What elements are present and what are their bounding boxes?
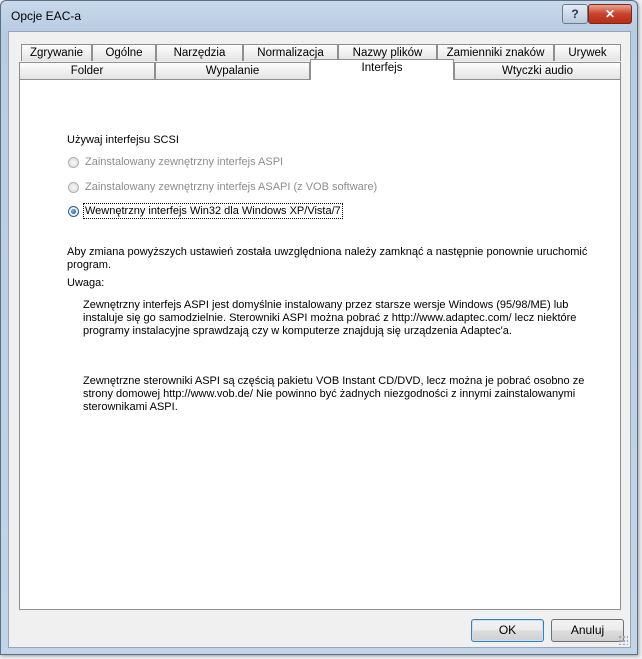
cancel-button[interactable]: Anuluj <box>551 619 624 642</box>
scsi-group-label: Używaj interfejsu SCSI <box>67 134 179 146</box>
interface-tab-panel <box>19 79 621 610</box>
help-button[interactable] <box>562 4 588 24</box>
ok-button[interactable]: OK <box>471 619 544 642</box>
tab-nazwy-plikow[interactable]: Nazwy plików <box>338 44 437 61</box>
radio-aspi-label[interactable]: Zainstalowany zewnętrzny interfejs ASPI <box>85 156 284 168</box>
tab-wtyczki-audio[interactable]: Wtyczki audio <box>454 62 621 79</box>
radio-win32-label[interactable]: Wewnętrzny interfejs Win32 dla Windows XP/Vista/7 <box>85 205 341 217</box>
title-bar[interactable] <box>1 1 637 31</box>
note-label: Uwaga: <box>67 277 105 289</box>
radio-asapi-label[interactable]: Zainstalowany zewnętrzny interfejs ASAPI (z VOB software) <box>85 181 378 193</box>
radio-asapi[interactable] <box>68 182 79 193</box>
tab-ogolne[interactable]: Ogólne <box>92 44 156 61</box>
tab-folder[interactable]: Folder <box>19 62 155 79</box>
restart-note: Aby zmiana powyższych ustawień została uwzględniona należy zamknąć a następnie ponownie uruchomić program. <box>67 246 588 271</box>
close-icon: ✕ <box>604 7 616 21</box>
tab-wypalanie[interactable]: Wypalanie <box>155 62 310 79</box>
help-icon: ? <box>571 7 579 21</box>
close-button[interactable] <box>588 4 632 24</box>
tab-zamienniki-znakow[interactable]: Zamienniki znaków <box>437 44 554 61</box>
aspi-note: Zewnętrzny interfejs ASPI jest domyślnie instalowany przez starsze wersje Windows (95/98/ME) lub instaluje się go samodzielnie. Sterowniki ASPI można pobrać z http://www.adaptec.com/ lecz niektóre programy instalacyjne sprawdzają czy w komputerze znajdują się urządzenia Adaptec'a. <box>83 299 577 337</box>
vob-note: Zewnętrzne sterowniki ASPI są częścią pakietu VOB Instant CD/DVD, lecz można je pobrać osobno ze strony domowej http://www.vob.de/ Nie powinno być żadnych niezgodności z innymi zainstalowanymi sterownikami ASPI. <box>83 375 585 413</box>
radio-aspi[interactable] <box>68 157 79 168</box>
tab-urywek[interactable]: Urywek <box>554 44 621 61</box>
resize-grip-icon[interactable] <box>618 635 628 645</box>
tab-normalizacja[interactable]: Normalizacja <box>243 44 338 61</box>
tab-zgrywanie[interactable]: Zgrywanie <box>21 44 92 61</box>
tab-narzedzia[interactable]: Narzędzia <box>156 44 243 61</box>
window-title: Opcje EAC-a <box>11 9 82 23</box>
radio-win32[interactable] <box>68 206 79 217</box>
tab-interfejs[interactable]: Interfejs <box>310 59 454 80</box>
dialog-client-area <box>8 31 631 648</box>
